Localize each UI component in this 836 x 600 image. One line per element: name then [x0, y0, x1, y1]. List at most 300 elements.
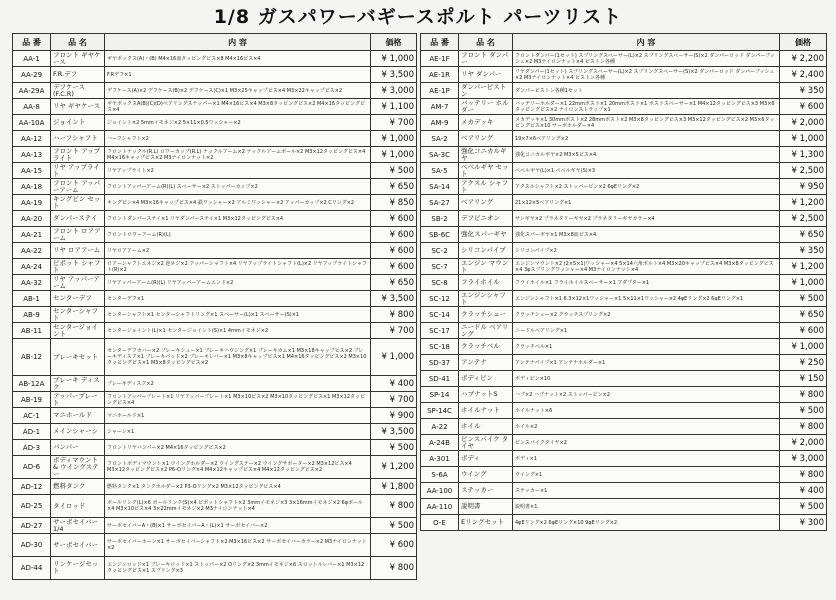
part-contents: デフケース(A)×2 デフケース(B)×2 デフケース(C)×1 M3×25キャップビス×4 M3×22キャップビス×2	[105, 83, 371, 99]
part-contents: フロントナックル(R.L) ロワーカップ(R.L) ナックルアーム×2 ナックルアームボール×2 M3×12タッピングビス×4 M4×16キャップビス×2 M3ナイロンナット×2	[105, 147, 371, 163]
table-row	[13, 195, 417, 211]
part-name: ハブナットS	[459, 387, 513, 403]
part-price: ¥ 150	[780, 371, 827, 387]
table-row	[421, 51, 827, 67]
part-contents: ベベルギヤ(L)×1 ベベルギヤ(S)×3	[513, 163, 780, 179]
table-row	[13, 557, 417, 580]
part-price: ¥ 3,000	[780, 451, 827, 467]
part-number: O-E	[421, 515, 459, 531]
part-name: リンケージセット	[51, 557, 105, 580]
part-number: SB-2	[421, 211, 459, 227]
part-price: ¥ 2,500	[780, 211, 827, 227]
table-row	[421, 83, 827, 99]
part-name: クラッチシュー	[459, 307, 513, 323]
part-name: センターシャフト	[51, 307, 105, 323]
part-name: マニホールド	[51, 408, 105, 424]
part-name: ステッカー	[459, 483, 513, 499]
part-price: ¥ 500	[780, 403, 827, 419]
header-number: 品 番	[13, 34, 51, 51]
table-row	[421, 259, 827, 275]
part-price: ¥ 850	[371, 195, 417, 211]
table-row	[421, 227, 827, 243]
part-price: ¥ 1,200	[371, 456, 417, 479]
part-contents: 19×7×6ベアリング×2	[513, 131, 780, 147]
part-contents: 説明書×1	[513, 499, 780, 515]
table-row	[13, 424, 417, 440]
part-number: A-24B	[421, 435, 459, 451]
part-name: キングピン セット	[51, 195, 105, 211]
part-number: AB-1	[13, 291, 51, 307]
table-row	[13, 479, 417, 495]
part-number: AD-12	[13, 479, 51, 495]
part-price: ¥ 800	[780, 387, 827, 403]
part-contents: F.Rデフ×1	[105, 67, 371, 83]
part-contents: ロアーシャフトエネジ×2 逆ネジ×2 アッパーシャフト×4 リヤアップライトシャフト(L)×2 リヤアップライトシャフト(R)×2	[105, 259, 371, 275]
part-number: SB-6C	[421, 227, 459, 243]
part-name: フライホイル	[459, 275, 513, 291]
part-number: SD-41	[421, 371, 459, 387]
part-contents: ハーフシャフト×2	[105, 131, 371, 147]
part-name: ブレーキセット	[51, 339, 105, 376]
table-header-row	[13, 34, 417, 51]
part-contents: ジョイント×2 5mmイモネジ×2 5×11×0.5ワッシャー×2	[105, 115, 371, 131]
part-number: SC-12	[421, 291, 459, 307]
part-name: ボディピン	[459, 371, 513, 387]
part-price: ¥ 1,000	[371, 51, 417, 67]
part-contents: ピンスパイクタイヤ×2	[513, 435, 780, 451]
part-contents: メカデッキ×1 30mmポスト×2 28mmポスト×2 M3×8タッピングビス×3 M3×12タッピングビス×2 M3×6タッピングビス×10 サーボホルダー×4	[513, 115, 780, 131]
part-name: バッテリー ホルダー	[459, 99, 513, 115]
table-row	[13, 99, 417, 115]
part-number: AE-1R	[421, 67, 459, 83]
part-price: ¥ 3,500	[371, 424, 417, 440]
part-name: ピボット シャフト	[51, 259, 105, 275]
part-contents: ハブ×2 ハブナット×2 ストッパーピン×2	[513, 387, 780, 403]
part-price: ¥ 650	[371, 275, 417, 291]
part-price: ¥ 650	[780, 307, 827, 323]
part-price: ¥ 2,000	[780, 115, 827, 131]
table-row	[421, 323, 827, 339]
table-row	[13, 323, 417, 339]
part-contents: サーボセイバーA・(B)×1 サーボセイバーA・(L)×1 サーボセイバー×2	[105, 518, 371, 534]
part-price: ¥ 700	[371, 392, 417, 408]
part-contents: リヤロアアーム×2	[105, 243, 371, 259]
part-contents: ステッカー×1	[513, 483, 780, 499]
part-contents: フロントダンパー(1セット) スプリングスペーサー(L)×2 スプリングスペーサー(S)×2 ダンパーロッド ダンパーブッシュ×2 M3ナイロンナット×4 ピストン各種	[513, 51, 780, 67]
part-price: ¥ 800	[371, 495, 417, 518]
part-name: リヤ ロアアーム	[51, 243, 105, 259]
part-name: ベアリング	[459, 195, 513, 211]
part-name: 説明書	[459, 499, 513, 515]
part-contents: ボディピン×10	[513, 371, 780, 387]
part-price: ¥ 350	[780, 83, 827, 99]
part-name: フロント ダンパー	[459, 51, 513, 67]
part-name: 燃料タンク	[51, 479, 105, 495]
part-contents: クラッチシュー×2 クラッチスプリング×2	[513, 307, 780, 323]
part-price: ¥ 400	[780, 483, 827, 499]
part-number: AB-11	[13, 323, 51, 339]
part-price: ¥ 600	[371, 227, 417, 243]
part-price: ¥ 3,500	[371, 291, 417, 307]
parts-table-right	[420, 33, 827, 531]
part-name: シリコンパイプ	[459, 243, 513, 259]
part-number: SP-14C	[421, 403, 459, 419]
table-row	[421, 179, 827, 195]
part-name: サーボセイバー1/4	[51, 518, 105, 534]
header-price: 価格	[780, 34, 827, 51]
part-price: ¥ 2,500	[780, 163, 827, 179]
part-number: AA-8	[13, 99, 51, 115]
part-number: AA-10A	[13, 115, 51, 131]
part-contents: マニホールド×1	[105, 408, 371, 424]
part-price: ¥ 600	[371, 211, 417, 227]
part-name: アクスル シャフト	[459, 179, 513, 195]
part-number: AA-21	[13, 227, 51, 243]
part-price: ¥ 250	[780, 355, 827, 371]
part-number: AD-30	[13, 534, 51, 557]
part-name: デフピニオン	[459, 211, 513, 227]
part-contents: センタージョイント(L)×1 センタージョイント(S)×1 4mmイモネジ×2	[105, 323, 371, 339]
part-contents: ギヤボックスA(B)(C)(D)ベアリングスナッパー×1 M4×16ビス×4 M3×8タッピングビス×2 M4×16タッピングビス×4	[105, 99, 371, 115]
part-price: ¥ 1,200	[780, 195, 827, 211]
table-row	[13, 339, 417, 376]
part-price: ¥ 350	[780, 243, 827, 259]
part-contents: センターシャフト×1 センターシャフトリング×1 スペーサー(L)×1 スペーサー(S)×1	[105, 307, 371, 323]
part-name: エンジンシャフト	[459, 291, 513, 307]
part-contents: クラッチベル×1	[513, 339, 780, 355]
part-price: ¥ 800	[371, 557, 417, 580]
part-price: ¥ 500	[780, 291, 827, 307]
part-price: ¥ 300	[780, 515, 827, 531]
part-contents: リヤアップライト×2	[105, 163, 371, 179]
part-price: ¥ 1,000	[780, 275, 827, 291]
part-number: AB-19	[13, 392, 51, 408]
table-row	[421, 275, 827, 291]
part-price: ¥ 2,400	[780, 67, 827, 83]
table-row	[13, 179, 417, 195]
part-price: ¥ 2,200	[780, 51, 827, 67]
part-price: ¥ 1,000	[371, 131, 417, 147]
part-contents: フロントロワーアーム(R)(L)	[105, 227, 371, 243]
part-number: A-301	[421, 451, 459, 467]
table-header-row	[421, 34, 827, 51]
part-contents: フロントボディマウント×1 ウイングホルダー×2 ウイングステー×2 ウイングサポーター×2 M3×12ビス×4 M3×12タッピングビス×2 P6-Oリング×4 M4×12キャップビス×4 M4×12タッピングビス×2	[105, 456, 371, 479]
part-number: AA-110	[421, 499, 459, 515]
part-name: フロント ロアアーム	[51, 227, 105, 243]
part-name: 強化コニカルギヤ	[459, 147, 513, 163]
part-number: AM-9	[421, 115, 459, 131]
part-contents: バッテリーホルダー×1 22mmポスト×1 20mmポスト×1 ボストスペーサー×1 M4×12タッピングビス×3 M3×6タッピングビス×2 ナイロンストラップ×1	[513, 99, 780, 115]
table-row	[421, 387, 827, 403]
part-contents: リヤアッパーアーム(R)(L) リヤアッパーアームエンド×2	[105, 275, 371, 291]
part-name: ボディマウント& ウイングステー	[51, 456, 105, 479]
part-number: AD-44	[13, 557, 51, 580]
table-row	[421, 195, 827, 211]
part-name: タイロッド	[51, 495, 105, 518]
part-name: F.R.デフ	[51, 67, 105, 83]
part-number: SC-8	[421, 275, 459, 291]
table-row	[13, 291, 417, 307]
table-row	[421, 499, 827, 515]
part-number: AA-13	[13, 147, 51, 163]
table-row	[13, 243, 417, 259]
part-contents: 4φEリング×2 6φEリング×10 9φEリング×2	[513, 515, 780, 531]
table-row	[421, 131, 827, 147]
part-price: ¥ 650	[780, 227, 827, 243]
part-price: ¥ 900	[371, 408, 417, 424]
part-number: SC-2	[421, 243, 459, 259]
part-contents: 強化スパーギヤ×1 M3×8皿ビス×4	[513, 227, 780, 243]
part-price: ¥ 800	[780, 467, 827, 483]
part-number: SA-5	[421, 163, 459, 179]
table-row	[13, 51, 417, 67]
part-price: ¥ 1,000	[780, 339, 827, 355]
header-content: 内 容	[105, 34, 371, 51]
part-number: AA-32	[13, 275, 51, 291]
part-name: ホイル	[459, 419, 513, 435]
table-row	[421, 419, 827, 435]
part-name: センタージョイント	[51, 323, 105, 339]
table-row	[13, 392, 417, 408]
part-number: AB-9	[13, 307, 51, 323]
part-price: ¥ 600	[780, 99, 827, 115]
table-row	[13, 440, 417, 456]
table-row	[13, 147, 417, 163]
part-price: ¥ 2,000	[780, 435, 827, 451]
part-number: AA-15	[13, 163, 51, 179]
part-contents: ホイル×2	[513, 419, 780, 435]
part-name: リヤ ギヤケース	[51, 99, 105, 115]
table-row	[421, 211, 827, 227]
part-name: バンパー	[51, 440, 105, 456]
part-name: リヤ アッパーアーム	[51, 275, 105, 291]
part-contents: シリコンパイプ×2	[513, 243, 780, 259]
table-row	[421, 339, 827, 355]
part-number: SC-14	[421, 307, 459, 323]
part-price: ¥ 1,100	[371, 99, 417, 115]
part-number: S-6A	[421, 467, 459, 483]
part-number: AM-7	[421, 99, 459, 115]
part-contents: 21×12×5ベアリング×1	[513, 195, 780, 211]
part-name: フロント アッパーアーム	[51, 179, 105, 195]
part-number: AA-100	[421, 483, 459, 499]
part-number: AE-1P	[421, 83, 459, 99]
part-price: ¥ 500	[371, 163, 417, 179]
part-number: AA-19	[13, 195, 51, 211]
part-contents: ホイルナット×6	[513, 403, 780, 419]
part-number: SC-17	[421, 323, 459, 339]
part-number: SC-18	[421, 339, 459, 355]
part-contents: シャーシ×1	[105, 424, 371, 440]
part-price: ¥ 3,500	[371, 67, 417, 83]
part-price: ¥ 3,000	[371, 83, 417, 99]
part-name: リヤ アップライト	[51, 163, 105, 179]
part-price: ¥ 1,300	[780, 147, 827, 163]
part-contents: リヤダンパー(1セット) スプリングスペーサー(L)×2 スプリングスペーサー(S)×2 ダンパーロッド ダンパーブッシュ×2 M3ナイロンナット×4 ピストン各種	[513, 67, 780, 83]
part-price: ¥ 1,000	[780, 131, 827, 147]
part-number: AD-6	[13, 456, 51, 479]
part-number: AB-12A	[13, 376, 51, 392]
table-row	[13, 534, 417, 557]
part-contents: フロントリヤバンパー×2 M4×16タッピングビス×2	[105, 440, 371, 456]
table-row	[421, 243, 827, 259]
part-name: リヤ ダンパー	[459, 67, 513, 83]
part-contents: ギヤボックス(A)・(B) M4×16皿タッピングビス×8 M4×16ビス×4	[105, 51, 371, 67]
part-contents: ボールリンク(L)×6 ボールリンク(S)×4 ピボットシャフト×2 3mmイモネジ×3 3×16mmイモネジ×2 6φボール×4 M3×10ビス×4 3×22mmイモネジ×2 M3ナイロンナット×4	[105, 495, 371, 518]
part-contents: エンジンマウント×2 (2×5×1)ワッシャー×4 5×14六角ボルト×4 M3×20キャップビス×4 M3×8タッピングビス×4 3φスプリングワッシャー×4 M3ナイロンナット×4	[513, 259, 780, 275]
table-row	[421, 451, 827, 467]
part-price: ¥ 800	[780, 419, 827, 435]
part-number: AA-29	[13, 67, 51, 83]
table-row	[13, 307, 417, 323]
table-row	[13, 115, 417, 131]
part-number: AD-1	[13, 424, 51, 440]
part-name: フロント ギヤケース	[51, 51, 105, 67]
part-name: アッパープレート	[51, 392, 105, 408]
part-name: ダンパーピストン	[459, 83, 513, 99]
header-price: 価格	[371, 34, 417, 51]
part-number: AB-12	[13, 339, 51, 376]
part-contents: フライホイル×1 フライホイルスペーサー×1 アダプター×1	[513, 275, 780, 291]
part-price: ¥ 600	[780, 323, 827, 339]
part-contents: センターデフ×1	[105, 291, 371, 307]
part-name: ハーフシャフト	[51, 131, 105, 147]
part-number: AD-3	[13, 440, 51, 456]
part-number: AA-1	[13, 51, 51, 67]
part-price: ¥ 700	[371, 115, 417, 131]
part-price: ¥ 650	[371, 179, 417, 195]
part-price: ¥ 1,000	[371, 339, 417, 376]
table-row	[13, 376, 417, 392]
table-row	[13, 211, 417, 227]
part-price: ¥ 600	[371, 243, 417, 259]
part-number: SP-14	[421, 387, 459, 403]
part-contents: センターデフカバー×2 ブレーキシュー×1 ブレーキハウジング×1 ブレーキカム×1 M3×18キャップビス×2 ブレーキディスク×1 ブレーキパッド×2 ブレーキレバー×1 M3×8キャップビス×1 M4×16タッピングビス×2 M3×10タッピングビス×1 M3×8タッピングビス×2	[105, 339, 371, 376]
part-number: SD-37	[421, 355, 459, 371]
part-number: SA-27	[421, 195, 459, 211]
part-contents: フロントアッパープレート×1 リヤアッパープレート×1 M3×10ビス×2 M3×10タッピングビス×1 M3×12タッピングビス×4	[105, 392, 371, 408]
table-row	[421, 67, 827, 83]
table-row	[13, 495, 417, 518]
part-price: ¥ 600	[371, 259, 417, 275]
part-contents: 燃料タンク×1 タンクホルダー×2 P3-Oリング×2 M3×12タッピングビス×4	[105, 479, 371, 495]
part-name: ジョイント	[51, 115, 105, 131]
part-contents: エンジンシャフト×1 6.3×12×1ワッシャー×1 5×11×1ワッシャー×2 4φEリング×2 6φEリング×1	[513, 291, 780, 307]
part-number: AE-1F	[421, 51, 459, 67]
part-contents: エンジンロッド×1 ブレーキロッド×1 ストッパー×2 Oリング×2 3mmイモネジ×6 スロットルレバー×1 M3×12タッピングビス×1 スプリング×3	[105, 557, 371, 580]
part-price: ¥ 500	[371, 518, 417, 534]
header-name: 品 名	[459, 34, 513, 51]
part-name: サーボセイバー	[51, 534, 105, 557]
table-row	[421, 291, 827, 307]
part-number: AA-22	[13, 243, 51, 259]
header-number: 品 番	[421, 34, 459, 51]
table-row	[13, 163, 417, 179]
part-price: ¥ 700	[371, 323, 417, 339]
table-row	[421, 147, 827, 163]
table-row	[421, 99, 827, 115]
table-row	[421, 483, 827, 499]
part-contents: ボディ×1	[513, 451, 780, 467]
part-name: アンテナ	[459, 355, 513, 371]
part-contents: フロントダンパーステイ×1 リヤダンパーステイ×1 M3×12タッピングビス×4	[105, 211, 371, 227]
part-name: クラッチベル	[459, 339, 513, 355]
part-name: ウイング	[459, 467, 513, 483]
part-contents: ダンパーピストン各種1セット	[513, 83, 780, 99]
part-contents: ブレーキディスク×2	[105, 376, 371, 392]
part-price: ¥ 500	[780, 499, 827, 515]
part-name: エンジン マウント	[459, 259, 513, 275]
table-row	[13, 131, 417, 147]
part-number: SC-7	[421, 259, 459, 275]
part-number: AC-1	[13, 408, 51, 424]
part-price: ¥ 950	[780, 179, 827, 195]
table-row	[13, 275, 417, 291]
part-price: ¥ 500	[371, 440, 417, 456]
part-price: ¥ 1,800	[371, 479, 417, 495]
part-name: ブレーキ ディスク	[51, 376, 105, 392]
part-number: SA-14	[421, 179, 459, 195]
part-name: センターデフ	[51, 291, 105, 307]
table-row	[421, 355, 827, 371]
part-name: ベベルギヤ セット	[459, 163, 513, 179]
part-name: Eリングセット	[459, 515, 513, 531]
part-name: 強化スパーギヤ	[459, 227, 513, 243]
part-price: ¥ 1,200	[780, 259, 827, 275]
part-contents: ウイング×1	[513, 467, 780, 483]
part-number: AA-24	[13, 259, 51, 275]
table-row	[13, 67, 417, 83]
part-number: AA-20	[13, 211, 51, 227]
part-price: ¥ 600	[371, 534, 417, 557]
part-contents: キングピン×4 M3×16キャップビス×4 鉄ワッシャー×2 アルミワッシャー×2 アッパーカップ×2 Cリング×2	[105, 195, 371, 211]
part-number: AD-25	[13, 495, 51, 518]
part-number: AD-27	[13, 518, 51, 534]
table-row	[421, 163, 827, 179]
part-number: A-22	[421, 419, 459, 435]
table-row	[421, 435, 827, 451]
table-row	[421, 403, 827, 419]
table-row	[421, 307, 827, 323]
table-row	[13, 83, 417, 99]
header-content: 内 容	[513, 34, 780, 51]
table-row	[13, 408, 417, 424]
part-price: ¥ 400	[371, 376, 417, 392]
page-title: 1/8 ガスパワーバギースポルト パーツリスト	[213, 6, 623, 28]
part-name: ホイルナット	[459, 403, 513, 419]
parts-table-left	[12, 33, 417, 580]
part-number: AA-18	[13, 179, 51, 195]
part-name: メインシャーシ	[51, 424, 105, 440]
part-number: SA-2	[421, 131, 459, 147]
part-name: メカデッキ	[459, 115, 513, 131]
part-contents: サーボセイバーホーン×1 サーボセイバーシャフト×2 M3×16ビス×2 サーボセイバーカラー×2 M3ナイロンナット×2	[105, 534, 371, 557]
part-contents: アンテナパイプ×1 アンテナホルダー×1	[513, 355, 780, 371]
table-row	[421, 371, 827, 387]
part-contents: 強化コニカルギヤ×2 M3×5ビス×4	[513, 147, 780, 163]
part-number: AA-12	[13, 131, 51, 147]
part-name: デフケース (F.C.R)	[51, 83, 105, 99]
table-row	[421, 115, 827, 131]
header-name: 品 名	[51, 34, 105, 51]
part-name: ダンパーステイ	[51, 211, 105, 227]
part-name: ベアリング	[459, 131, 513, 147]
part-contents: フロントアッパーアーム(R)(L) スペーサー×2 ストッパーカップ×2	[105, 179, 371, 195]
part-name: フロント アップライト	[51, 147, 105, 163]
table-row	[13, 518, 417, 534]
table-row	[13, 227, 417, 243]
part-price: ¥ 1,000	[371, 147, 417, 163]
